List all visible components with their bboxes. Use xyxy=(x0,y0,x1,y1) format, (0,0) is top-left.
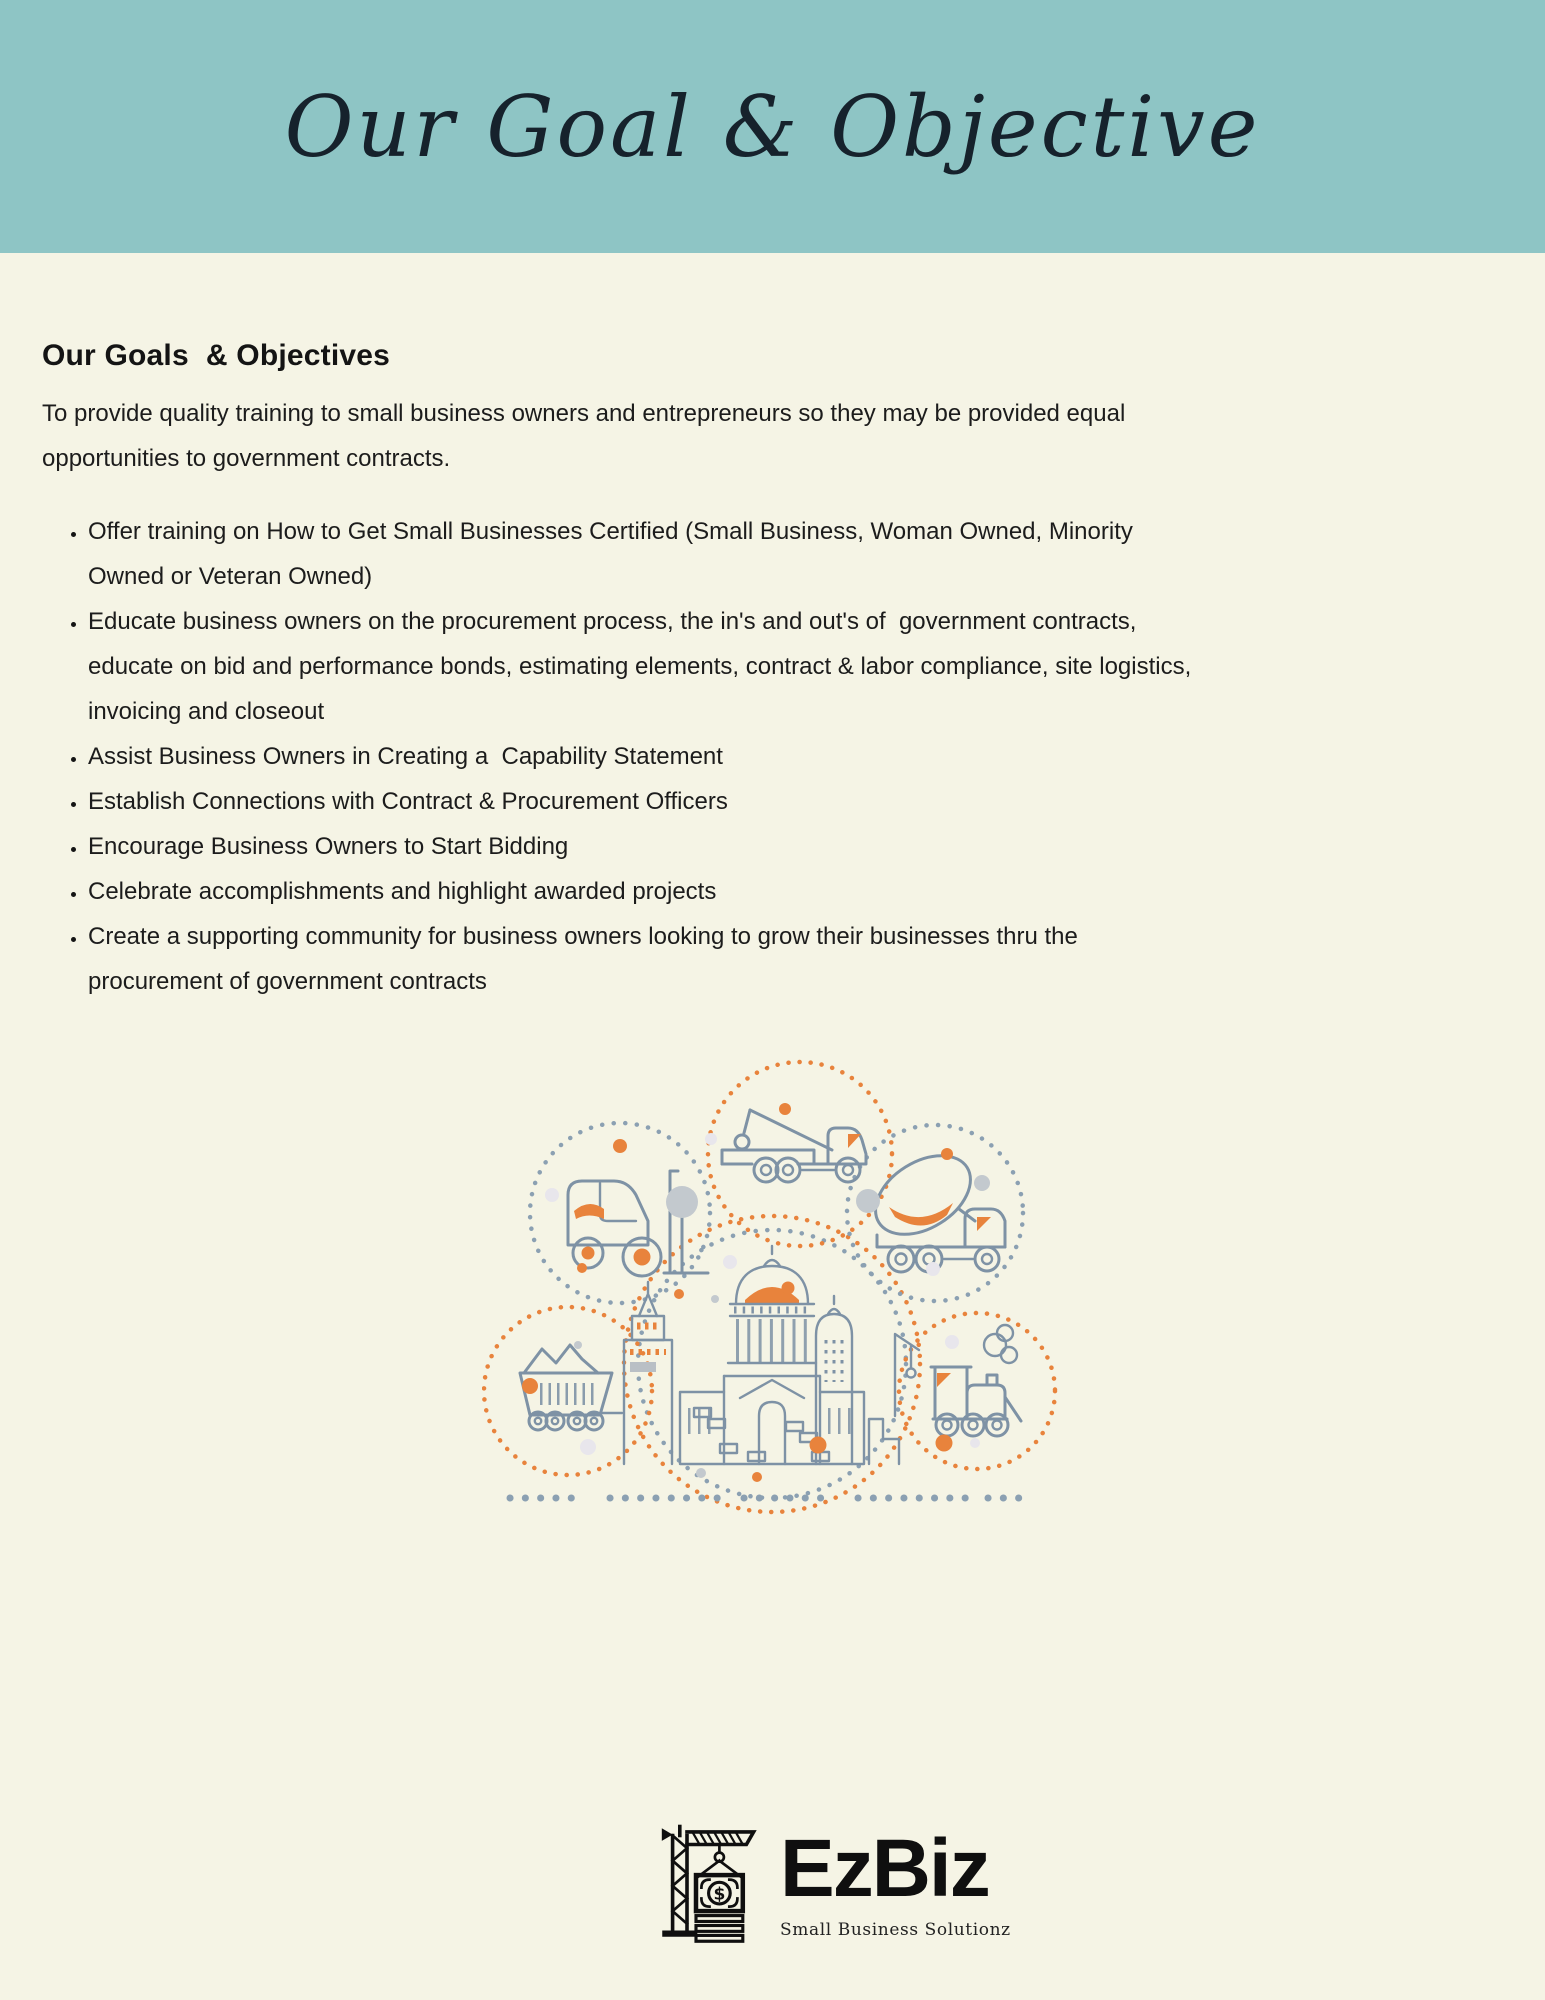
list-item: • Encourage Business Owners to Start Bidding xyxy=(88,824,1200,869)
list-item: • Create a supporting community for business owners looking to grow their businesses thru the procurement of government contracts xyxy=(88,914,1200,1004)
header-band xyxy=(0,0,1545,253)
page-title: Our Goal & Objective xyxy=(284,77,1261,176)
tow-truck-icon xyxy=(722,1110,866,1182)
list-item: • Establish Connections with Contract & Procurement Officers xyxy=(88,779,1200,824)
cement-mixer-icon xyxy=(861,1139,1005,1272)
crane-dollar-icon xyxy=(660,1824,768,1946)
construction-city-illustration xyxy=(482,1056,1062,1518)
goals-list xyxy=(42,509,1200,1004)
construction-crane xyxy=(869,1334,919,1464)
capitol-city-skyline xyxy=(624,1246,919,1464)
tow-truck-dotted-ring xyxy=(708,1062,892,1246)
logo-tagline: Small Business Solutionz xyxy=(780,1919,1011,1940)
intro-paragraph: To provide quality training to small business owners and entrepreneurs so they may be provided equal opportunities to government contracts. xyxy=(42,400,1132,472)
logo-name: EzBiz xyxy=(780,1823,989,1914)
forklift-icon xyxy=(568,1171,708,1276)
list-item: • Offer training on How to Get Small Businesses Certified (Small Business, Woman Owned, Minority Owned or Veteran Owned) xyxy=(88,509,1200,599)
ezbiz-logo xyxy=(660,1824,1011,1946)
section-heading: Our Goals & Objectives xyxy=(42,339,391,372)
dollar-symbol: $ xyxy=(713,1884,726,1905)
locomotive-icon xyxy=(931,1325,1021,1436)
bricks xyxy=(694,1408,829,1461)
list-item: • Educate business owners on the procurement process, the in's and out's of government contracts, educate on bid and performance bonds, estimating elements, contract & labor compliance, site logistics, invoicing and closeout xyxy=(88,599,1200,734)
list-item: • Celebrate accomplishments and highlight awarded projects xyxy=(88,869,1200,914)
content-area xyxy=(0,253,1545,1004)
logo-text-block xyxy=(780,1824,1011,1940)
tower-window-band xyxy=(630,1362,656,1372)
list-item: • Assist Business Owners in Creating a Capability Statement xyxy=(88,734,1200,779)
